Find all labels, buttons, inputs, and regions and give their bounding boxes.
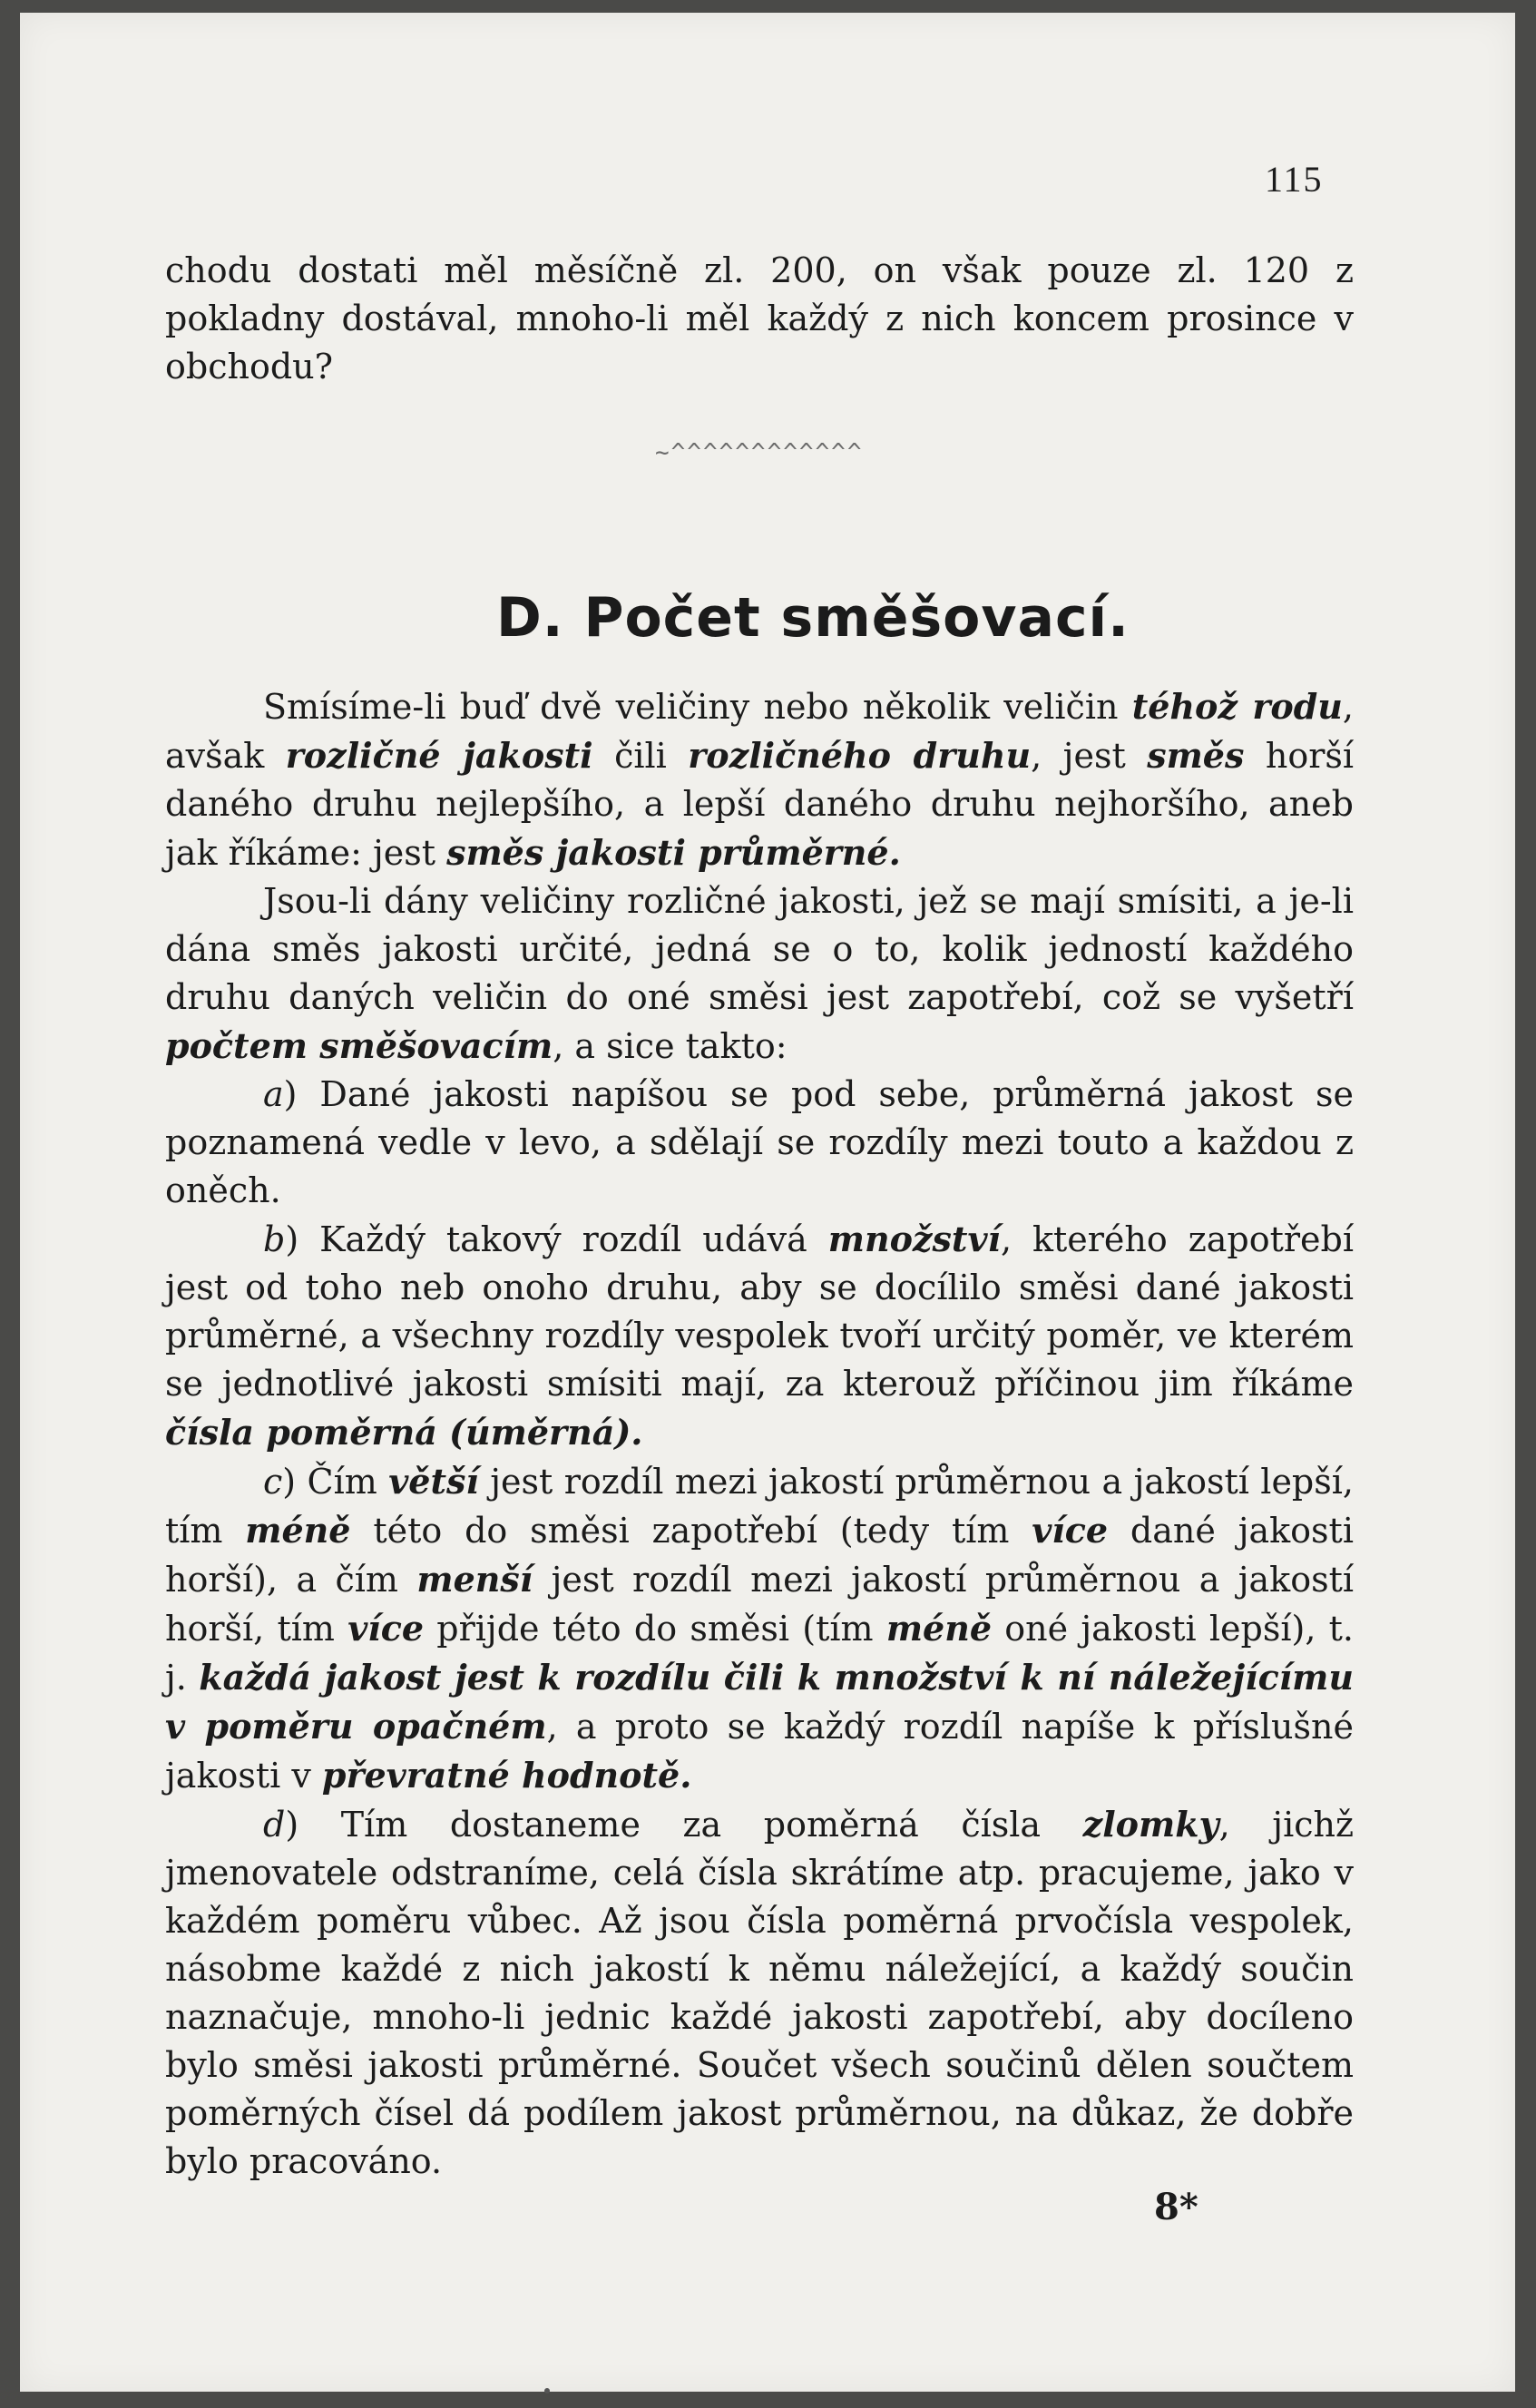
emphasis-text: větší <box>388 1461 479 1502</box>
emphasis-text: čísla poměrná (úměrná). <box>165 1412 643 1453</box>
text-run: , a proto se každý rozdíl napíše k příslušné jakosti v <box>165 1707 1354 1796</box>
text-run: , jest <box>1031 736 1148 776</box>
text-run: , kterého zapotřebí jest od toho neb onoho druhu, aby se docílilo směsi dané jakosti průměrné, a všechny rozdíly vespolek tvoří určitý poměr, ve kterém se jednotlivé jakosti smísiti mají, za kterouž příčinou jim říkáme <box>165 1219 1354 1404</box>
text-run: této do směsi zapotřebí (tedy tím <box>350 1511 1032 1551</box>
text-run: ) Každý takový rozdíl udává <box>285 1219 828 1259</box>
emphasis-text: téhož rodu <box>1131 686 1343 727</box>
text-run: jest rozdíl mezi jakostí průměrnou a jakostí horší, tím <box>165 1560 1354 1649</box>
text-run: oné jakosti lepší), t. j. <box>165 1609 1354 1698</box>
text-run: , a sice takto: <box>553 1026 788 1066</box>
emphasis-text: rozličné jakosti <box>285 735 593 776</box>
emphasis-text: množství <box>827 1219 1001 1259</box>
text-run: dané jakosti horší), a čím <box>165 1511 1354 1600</box>
text-run: přijde této do směsi (tím <box>424 1609 886 1649</box>
paragraph-c <box>165 1457 1354 1800</box>
emphasis-text: směs <box>1147 735 1245 776</box>
paragraph-1 <box>165 682 1354 877</box>
intro-paragraph: chodu dostati měl měsíčně zl. 200, on však pouze zl. 120 z pokladny dostával, mnoho-li měl každý z nich koncem prosince v obchodu? <box>165 250 1354 387</box>
item-letter: b <box>263 1219 286 1259</box>
paragraph-d <box>165 1800 1354 2186</box>
emphasis-text: méně <box>245 1510 351 1551</box>
emphasis-text: každá jakost jest k rozdílu čili k množství k ní náležejícímu v poměru opačném <box>165 1657 1354 1747</box>
text-run: , jichž jmenovatele odstraníme, celá čísla skrátíme atp. pracujeme, jako v každém poměru vůbec. Až jsou čísla poměrná prvočísla vespolek, násobme každé z nich jakostí k němu náležející, a každý součin naznačuje, mnoho-li jednic každé jakosti zapotřebí, aby docíleno bylo směsi jakosti průměrné. Součet všech součinů dělen součtem poměrných čísel dá podílem jakost průměrnou, na důkaz, že dobře bylo pracováno. <box>165 1805 1354 2181</box>
paragraph-b <box>165 1215 1354 1457</box>
emphasis-text: zlomky <box>1082 1804 1219 1845</box>
text-run: Jsou-li dány veličiny rozličné jakosti, jež se mají smísiti, a je-li dána směs jakosti určité, jedná se o to, kolik jedností každého druhu daných veličin do oné směsi jest zapotřebí, což se vyšetří <box>165 881 1354 1017</box>
item-letter: c <box>263 1462 283 1502</box>
item-letter: a <box>263 1074 284 1114</box>
text-run: ) Dané jakosti napíšou se pod sebe, průměrná jakost se poznamená vedle v levo, a sdělají se rozdíly mezi touto a každou z oněch. <box>165 1074 1354 1210</box>
text-run: horší daného druhu nejlepšího, a lepší daného druhu nejhoršího, aneb jak říkáme: jest <box>165 736 1355 873</box>
section-body <box>165 682 1354 2186</box>
emphasis-text: méně <box>885 1608 993 1649</box>
text-run: , avšak <box>165 687 1354 776</box>
text-run: jest rozdíl mezi jakostí průměrnou a jakostí lepší, tím <box>165 1462 1354 1551</box>
emphasis-text: převratné hodnotě. <box>321 1755 692 1796</box>
emphasis-text: více <box>1032 1510 1109 1551</box>
book-page <box>20 13 1515 2392</box>
text-run: ) Čím <box>282 1462 389 1502</box>
emphasis-text: počtem směšovacím <box>165 1025 553 1066</box>
paragraph-a <box>165 1071 1354 1215</box>
ornament-divider: ~^^^^^^^^^^^^ <box>655 439 864 466</box>
emphasis-text: rozličného druhu <box>688 735 1032 776</box>
item-letter: d <box>263 1805 286 1845</box>
text-run: ) Tím dostaneme za poměrná čísla <box>285 1805 1083 1845</box>
emphasis-text: směs jakosti průměrné. <box>446 832 901 873</box>
paragraph-2 <box>165 877 1354 1071</box>
emphasis-text: více <box>347 1608 425 1649</box>
paper-speck <box>544 2388 550 2393</box>
page-number: 115 <box>1265 159 1324 200</box>
text-run: čili <box>592 736 689 776</box>
signature-mark: 8* <box>1154 2186 1198 2228</box>
emphasis-text: menší <box>416 1559 533 1600</box>
section-title: D. Počet směšovací. <box>496 586 1130 650</box>
text-run: Smísíme-li buď dvě veličiny nebo několik veličin <box>263 687 1132 727</box>
